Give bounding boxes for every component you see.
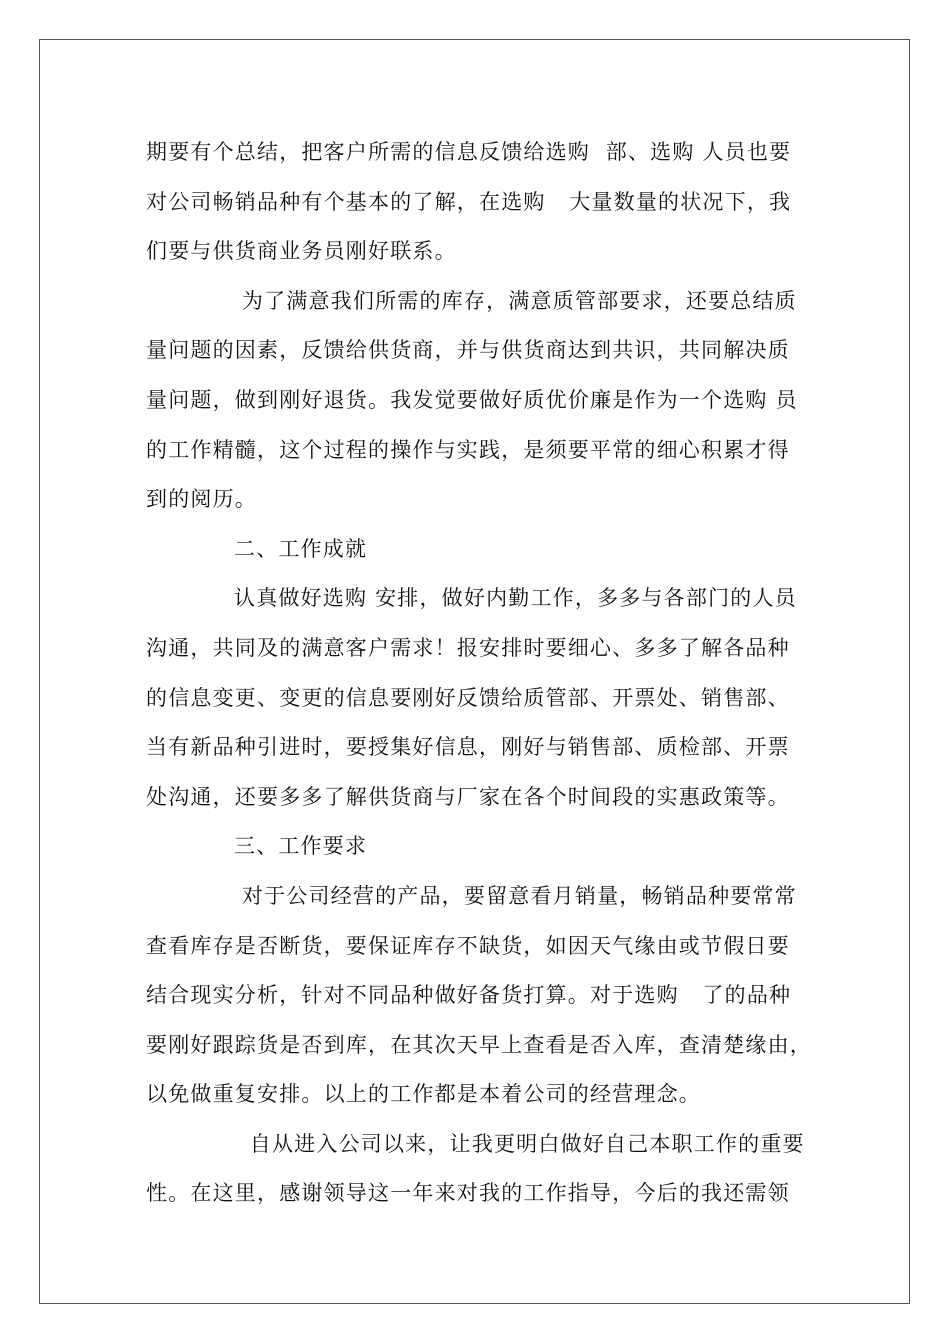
text-line: 查看库存是否断货，要保证库存不缺货，如因天气缘由或节假日要: [146, 933, 790, 958]
paragraph-start-line: 认真做好选购 安排，做好内勤工作，多多与各部门的人员: [234, 586, 797, 611]
text-line: 量问题的因素，反馈给供货商，并与供货商达到共识，共同解决质: [146, 338, 790, 363]
paragraph-start-line: 对于公司经营的产品，要留意看月销量，畅销品种要常常: [234, 883, 797, 908]
text-line: 量问题，做到刚好退货。我发觉要做好质优价廉是作为一个选购 员: [146, 387, 798, 412]
text-line: 的工作精髓，这个过程的操作与实践，是须要平常的细心积累才得: [146, 437, 790, 462]
document-body: [146, 132, 816, 1223]
section-heading-achievements: 二、工作成就: [234, 536, 368, 561]
text-line: 当有新品种引进时，要授集好信息，刚好与销售部、质检部、开票: [146, 735, 790, 760]
text-line: 的信息变更、变更的信息要刚好反馈给质管部、开票处、销售部、: [146, 685, 790, 710]
text-line: 期要有个总结，把客户所需的信息反馈给选购 部、选购 人员也要: [146, 140, 792, 164]
paragraph-start-line: 自从进入公司以来，让我更明白做好自己本职工作的重要: [234, 1131, 805, 1156]
text-line: 到的阅历。: [146, 487, 257, 512]
text-line: 对公司畅销品种有个基本的了解，在选购 大量数量的状况下，我: [146, 189, 792, 214]
text-line: 结合现实分析，针对不同品种做好备货打算。对于选购 了的品种: [146, 983, 792, 1008]
text-line: 性。在这里，感谢领导这一年来对我的工作指导，今后的我还需领: [146, 1181, 790, 1206]
text-line: 沟通，共同及的满意客户需求！报安排时要细心、多多了解各品种: [146, 635, 790, 660]
text-line: 们要与供货商业务员刚好联系。: [146, 239, 457, 264]
text-line: 以免做重复安排。以上的工作都是本着公司的经营理念。: [146, 1082, 701, 1107]
text-line: 处沟通，还要多多了解供货商与厂家在各个时间段的实惠政策等。: [146, 784, 790, 809]
section-heading-requirements: 三、工作要求: [234, 834, 368, 859]
paragraph-start-line: 为了满意我们所需的库存，满意质管部要求，还要总结质: [234, 288, 797, 313]
text-line: 要刚好跟踪货是否到库，在其次天早上查看是否入库，查清楚缘由，: [146, 1032, 812, 1057]
